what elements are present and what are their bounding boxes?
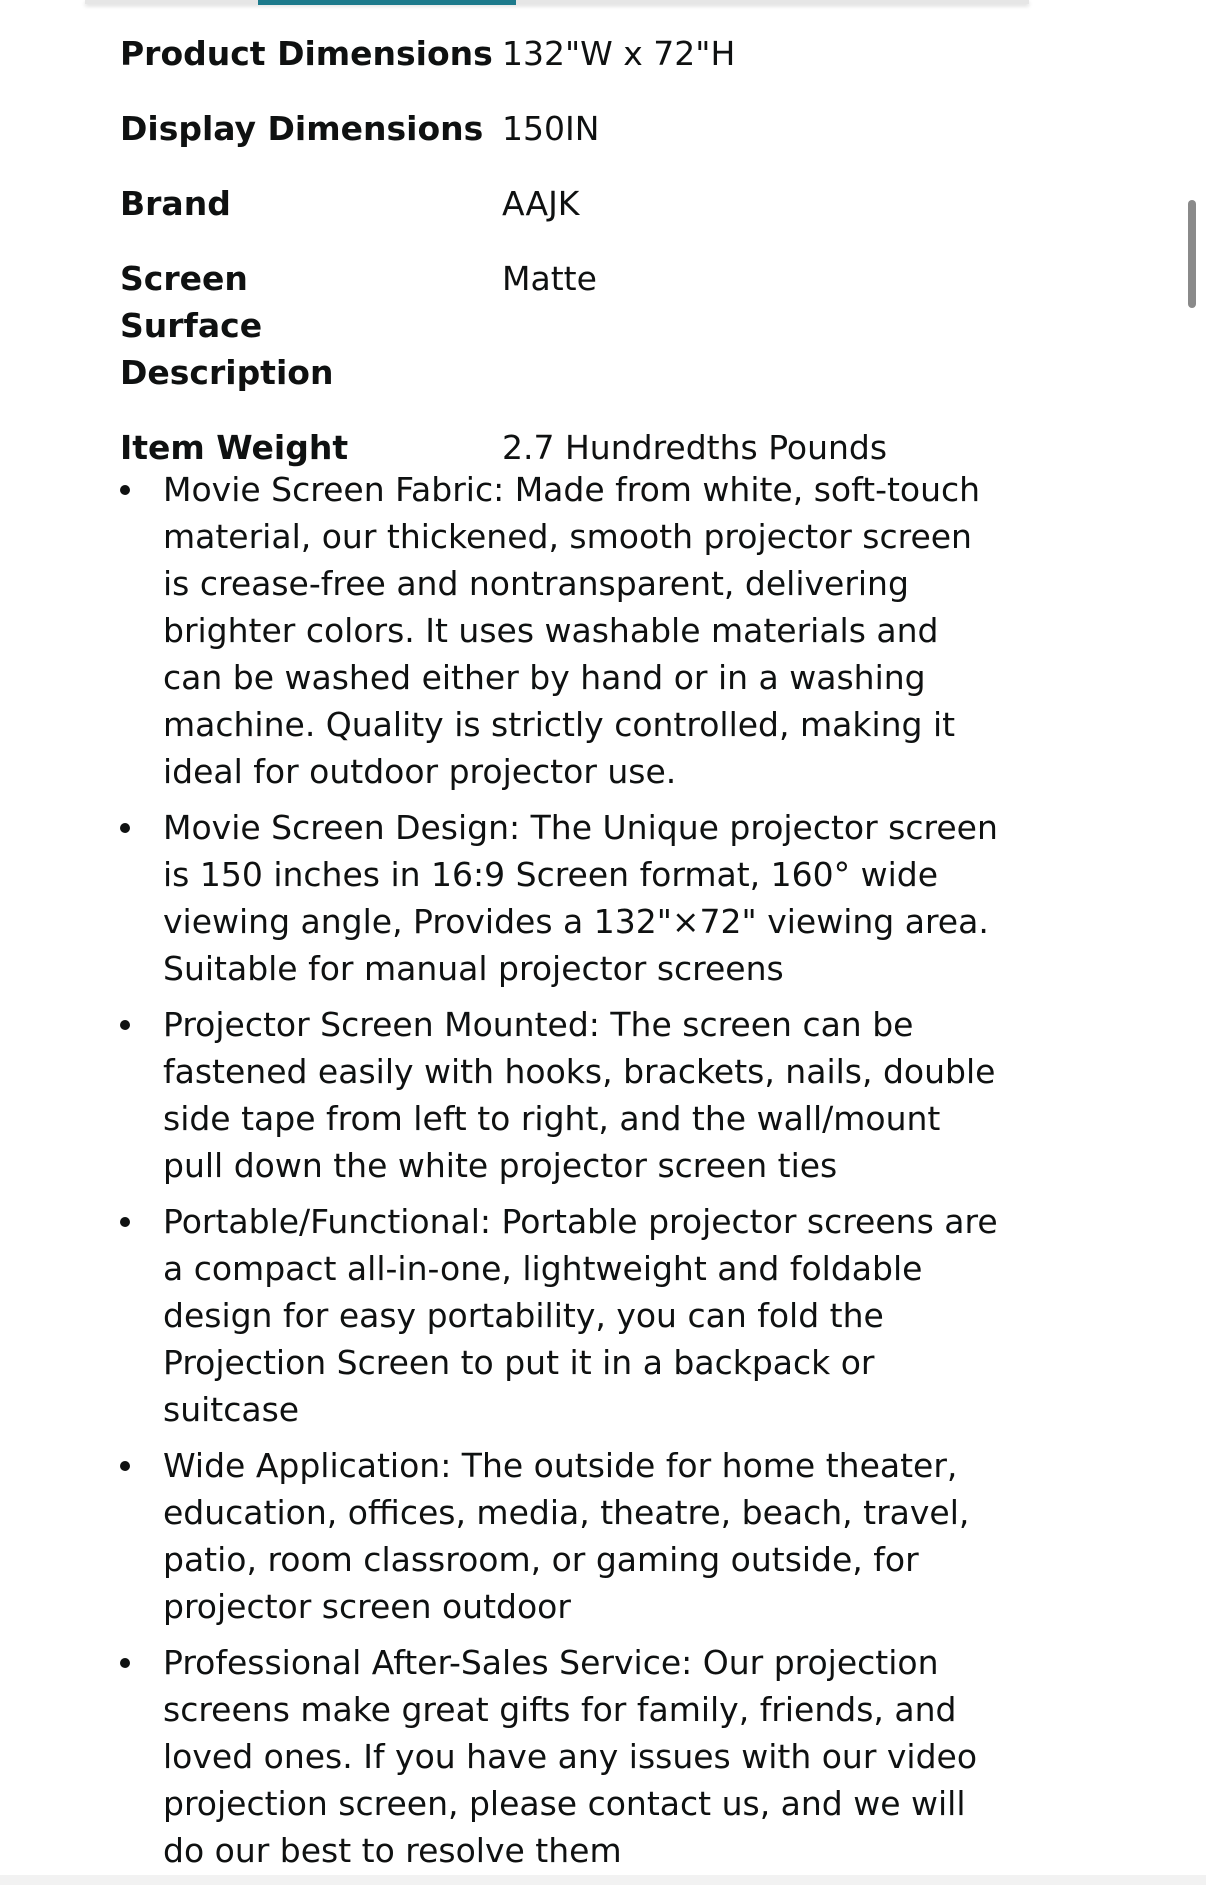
list-item [120,1198,1000,1433]
bullet-text: Professional After-Sales Service: Our projection screens make great gifts for family, friends, and loved ones. If you have any issues with our video projection screen, please contact us, and we will do our best to resolve them [163,1643,978,1870]
bullet-text: Movie Screen Design: The Unique projector screen is 150 inches in 16:9 Screen format, 160° wide viewing angle, Provides a 132"×72" viewing area. Suitable for manual projector screens [163,808,998,988]
list-item [120,804,1000,992]
list-item [120,1639,1000,1874]
spec-value: AAJK [502,184,580,223]
scrollbar-thumb[interactable] [1188,200,1196,308]
spec-label: Product Dimensions [120,34,493,73]
spec-row-display-dimensions [120,105,1000,152]
bullet-icon [120,823,130,833]
spec-value: 150IN [502,109,600,148]
bullet-icon [120,485,130,495]
spec-label: Item Weight [120,428,349,467]
bullet-icon [120,1461,130,1471]
bullet-icon [120,1020,130,1030]
spec-value: Matte [502,259,597,298]
spec-value: 2.7 Hundredths Pounds [502,428,888,467]
bullet-text: Movie Screen Fabric: Made from white, soft-touch material, our thickened, smooth projector screen is crease-free and nontransparent, delivering brighter colors. It uses washable materials and can be washed either by hand or in a washing machine. Quality is strictly controlled, making it ideal for outdoor projector use. [163,470,981,791]
spec-row-brand [120,180,1000,227]
spec-row-screen-surface [120,255,1000,396]
spec-label: Display Dimensions [120,109,484,148]
bullet-icon [120,1658,130,1668]
spec-row-product-dimensions [120,30,1000,77]
bottom-edge [0,1875,1206,1885]
active-tab-indicator [258,0,516,5]
bullet-text: Projector Screen Mounted: The screen can be fastened easily with hooks, brackets, nails, double side tape from left to right, and the wall/mount pull down the white projector screen ties [163,1005,996,1185]
about-this-item-list [120,466,1000,1883]
list-item [120,1442,1000,1630]
bullet-text: Wide Application: The outside for home theater, education, offices, media, theatre, beach, travel, patio, room classroom, or gaming outside, for projector screen outdoor [163,1446,970,1626]
list-item [120,466,1000,795]
spec-label: Brand [120,184,231,223]
spec-label: Screen Surface Description [120,259,334,392]
tab-bar [85,0,1029,4]
spec-row-item-weight [120,424,1000,471]
bullet-text: Portable/Functional: Portable projector screens are a compact all-in-one, lightweight and foldable design for easy portability, you can fold the Projection Screen to put it in a backpack or suitcase [163,1202,998,1429]
spec-value: 132"W x 72"H [502,34,736,73]
product-specs-table [120,30,1000,499]
list-item [120,1001,1000,1189]
bullet-icon [120,1217,130,1227]
